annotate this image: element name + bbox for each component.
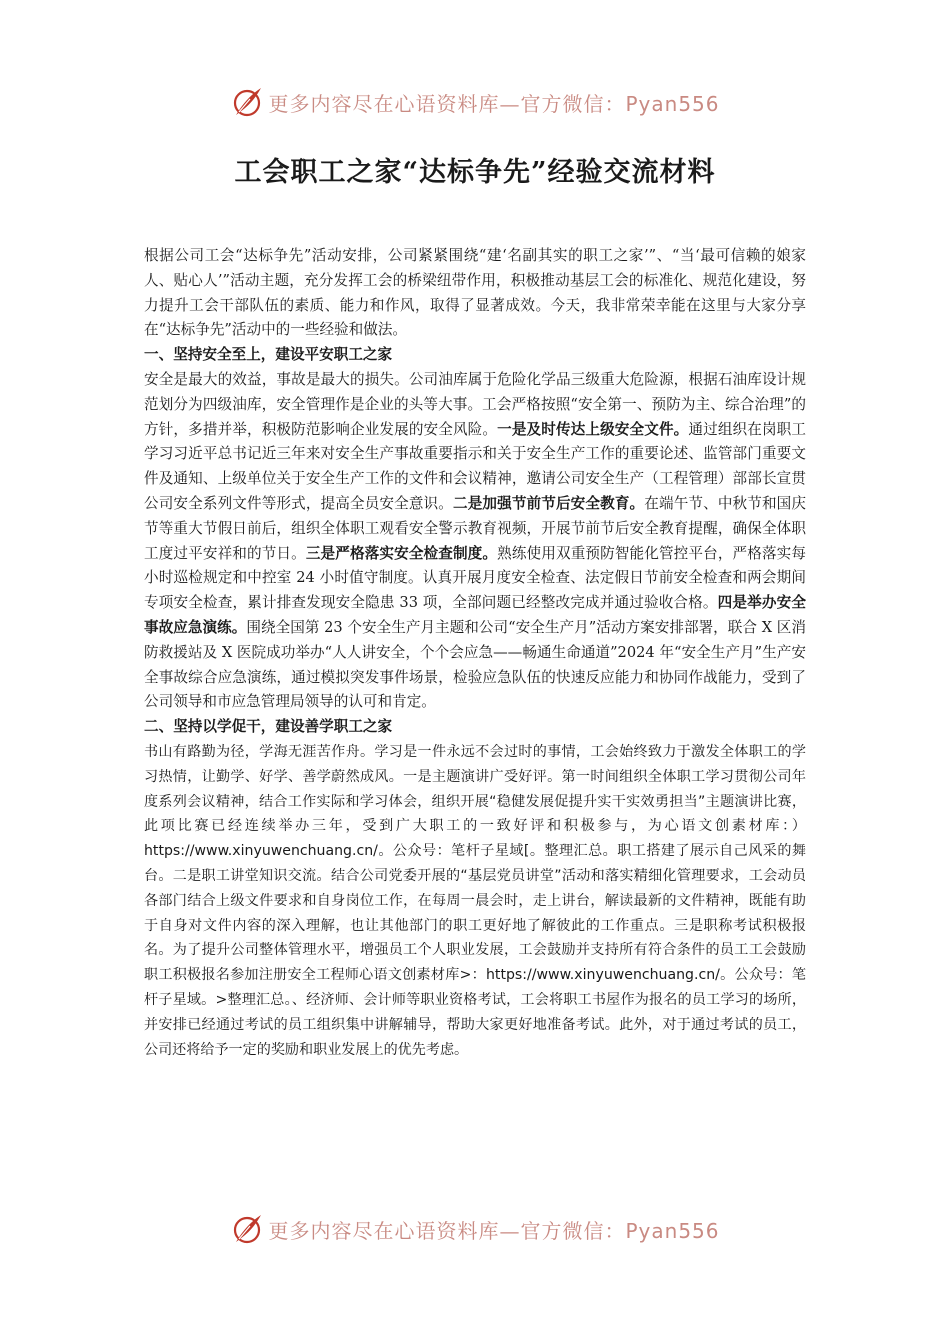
safety-text-1: 安全是最大的效益，事故是最大的损失。公司油库属于危险化学品三级重大危险源，根据石油库设计规范划分为四级油库，安全管理作是企业的头等大事。工会严格按照“安全第一、预防为主、综合治理”的方针，多措并举，积极防范影响企业发展的安全风险。: [144, 370, 806, 438]
section-paragraph-learning: 书山有路勤为径，学海无涯苦作舟。学习是一件永远不会过时的事情，工会始终致力于激发全体职工的学习热情，让勤学、好学、善学蔚然成风。一是主题演讲广受好评。第一时间组织全体职工学习贯彻公司年度系列会议精神，结合工作实际和学习体会，组织开展“稳健发展促提升实干实效勇担当”主题演讲比赛，此项比赛已经连续举办三年，受到广大职工的一致好评和积极参与，为心语文创素材库：）https://www.xinyuwenchuang.cn/。公众号：笔杆子星域[。整理汇总。职工搭建了展示自己风采的舞台。二是职工讲堂知识交流。结合公司党委开展的“基层党员讲堂”活动和落实精细化管理要求，工会动员各部门结合上级文件要求和自身岗位工作，在每周一晨会时，走上讲台，解读最新的文件精神，既能有助于自身对文件内容的深入理解，也让其他部门的职工更好地了解彼此的工作重点。三是职称考试积极报名。为了提升公司整体管理水平，增强员工个人职业发展，工会鼓励并支持所有符合条件的员工工会鼓励职工积极报名参加注册安全工程师心语文创素材库>：https://www.xinyuwenchuang.cn/。公众号：笔杆子星域。>整理汇总。、经济师、会计师等职业资格考试，工会将职工书屋作为报名的员工学习的场所，并安排已经通过考试的员工组织集中讲解辅导，帮助大家更好地准备考试。此外，对于通过考试的员工，公司还将给予一定的奖励和职业发展上的优先考虑。: [144, 743, 806, 1058]
safety-text-3: 在端午节、中秋节和国庆节等重大节假日前后，组织全体职工观看安全警示教育视频，开展节前节后安全教育提醒，确保全体职工度过平安祥和的节日。: [144, 494, 806, 562]
watermark-text: 更多内容尽在心语资料库—官方微信：: [268, 1218, 626, 1243]
watermark-text: 更多内容尽在心语资料库—官方微信：: [268, 91, 626, 116]
safety-text-4: 熟练使用双重预防智能化管控平台，严格落实每小时巡检规定和中控室 24 小时值守制度。认真开展月度安全检查、法定假日节前安全检查和两会期间专项安全检查，累计排查发现安全隐患 33 项，全部问题已经整改完成并通过验收合格。: [144, 544, 806, 612]
safety-point-4: 四是举办安全事故应急演练。: [144, 594, 806, 636]
quill-logo-icon: [230, 85, 264, 119]
safety-text-2: 通过组织在岗职工学习习近平总书记近三年来对安全生产事故重要指示和关于安全生产工作的重要论述、监管部门重要文件及通知、上级单位关于安全生产工作的文件和会议精神，邀请公司安全生产（工程管理）部部长宣贯公司安全系列文件等形式，提高全员安全意识。: [144, 420, 806, 512]
watermark-wechat-id: Pyan556: [625, 91, 720, 116]
document-body: [144, 244, 806, 1062]
watermark-top: [0, 82, 950, 122]
safety-text-5: 围绕全国第 23 个安全生产月主题和公司“安全生产月”活动方案安排部署，联合 X 区消防救援站及 X 医院成功举办“人人讲安全，个个会应急——畅通生命通道”2024 年“安全生产月”生产安全事故综合应急演练，通过模拟突发事件场景，检验应急队伍的快速反应能力和协同作战能力，受到了公司领导和市应急管理局领导的认可和肯定。: [144, 618, 806, 711]
safety-point-2: 二是加强节前节后安全教育。: [452, 494, 645, 512]
section-heading-learning: 二、坚持以学促干，建设善学职工之家: [144, 718, 393, 736]
document-title: 工会职工之家“达标争先”经验交流材料: [234, 157, 716, 188]
safety-point-1: 一是及时传达上级安全文件。: [497, 420, 689, 438]
safety-point-3: 三是严格落实安全检查制度。: [305, 544, 498, 562]
watermark-bottom: [0, 1209, 950, 1249]
section-heading-safety: 一、坚持安全至上，建设平安职工之家: [144, 346, 393, 364]
quill-logo-icon: [230, 1212, 264, 1246]
watermark-wechat-id: Pyan556: [625, 1218, 720, 1243]
section-paragraph-safety: [144, 368, 806, 715]
intro-paragraph: 根据公司工会“达标争先”活动安排，公司紧紧围绕“建‘名副其实的职工之家’”、“当‘最可信赖的娘家人、贴心人’”活动主题，充分发挥工会的桥梁纽带作用，积极推动基层工会的标准化、规范化建设，努力提升工会干部队伍的素质、能力和作风，取得了显著成效。今天，我非常荣幸能在这里与大家分享在“达标争先”活动中的一些经验和做法。: [144, 247, 806, 339]
